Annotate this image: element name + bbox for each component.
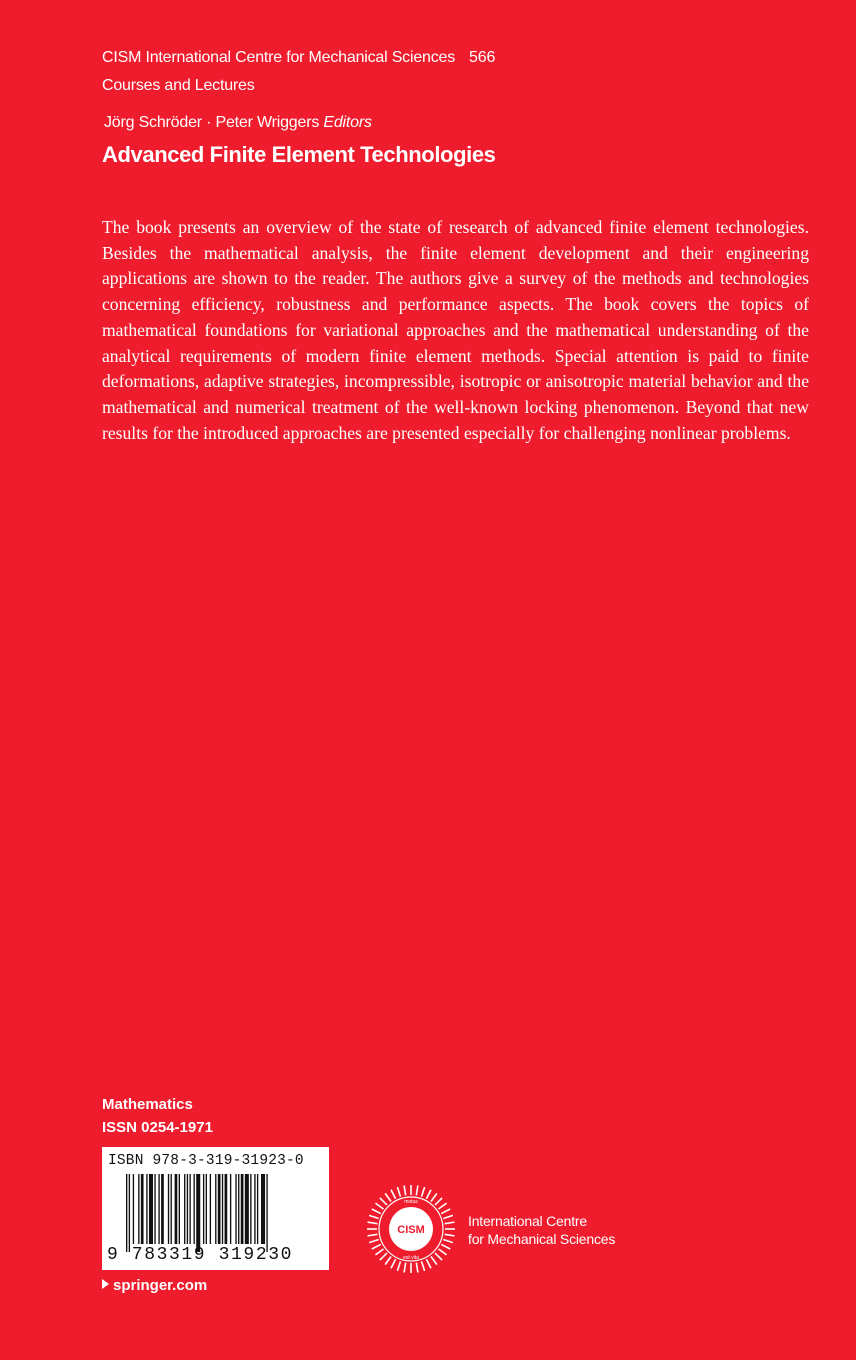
- barcode-bar: [161, 1174, 164, 1244]
- editors-line: [104, 114, 372, 132]
- barcode-bar: [250, 1174, 251, 1244]
- barcode-bar: [210, 1174, 211, 1244]
- subject-category: Mathematics: [102, 1096, 193, 1113]
- editors-role: Editors: [323, 114, 372, 131]
- barcode-bar: [189, 1174, 190, 1244]
- barcode-bar: [133, 1174, 134, 1244]
- barcode-bar: [171, 1174, 172, 1244]
- barcode-bar: [230, 1174, 231, 1244]
- barcode-bar: [238, 1174, 239, 1244]
- barcode-bar: [158, 1174, 159, 1244]
- book-description: The book presents an overview of the state of research of advanced finite element technologies. Besides the mathematical analysis, the finite element development and their engineering applications are shown to the reader. The authors give a survey of the methods and technologies concerning efficiency, robustness and performance aspects. The book covers the topics of mathematical foundations for variational approaches and the mathematical understanding of the analytical requirements of modern finite element methods. Special attention is paid to finite deformations, adaptive strategies, incompressible, isotropic or anisotropic material behavior and the mathematical and numerical treatment of the well-known locking phenomenon. Beyond that new results for the introduced approaches are presented especially for challenging nonlinear problems.: [102, 217, 809, 443]
- barcode-bar: [245, 1174, 249, 1244]
- series-name: CISM International Centre for Mechanical Sciences: [102, 49, 456, 66]
- barcode-bar: [138, 1174, 139, 1244]
- logo-line-1: International Centre: [468, 1213, 587, 1229]
- barcode-bar: [126, 1174, 127, 1252]
- barcode-bar: [218, 1174, 221, 1244]
- barcode-bar: [257, 1174, 258, 1244]
- publisher-website[interactable]: [102, 1277, 207, 1294]
- series-volume: 566: [469, 49, 496, 66]
- issn: ISSN 0254-1971: [102, 1119, 213, 1136]
- barcode-bar: [225, 1174, 228, 1244]
- barcode-bar: [141, 1174, 144, 1244]
- cism-logo-text: [468, 1212, 615, 1248]
- svg-text:motus: motus: [404, 1199, 418, 1205]
- barcode-bar: [222, 1174, 223, 1244]
- barcode-bar: [154, 1174, 155, 1244]
- barcode-bar: [175, 1174, 178, 1244]
- isbn-text: ISBN 978-3-319-31923-0: [108, 1153, 304, 1169]
- barcode-bar: [187, 1174, 188, 1244]
- isbn-barcode: [102, 1147, 329, 1270]
- barcode-bar: [235, 1174, 236, 1244]
- barcode-bar: [184, 1174, 185, 1244]
- barcode-bar: [149, 1174, 153, 1244]
- website-text: springer.com: [113, 1277, 208, 1294]
- barcode-bar: [194, 1174, 195, 1244]
- logo-line-2: for Mechanical Sciences: [468, 1231, 616, 1247]
- barcode-bar: [266, 1174, 267, 1252]
- barcode-bar: [254, 1174, 255, 1244]
- svg-text:est vita: est vita: [403, 1255, 419, 1261]
- barcode-bar: [146, 1174, 147, 1244]
- barcode-bar: [241, 1174, 244, 1244]
- cism-seal-logo: [366, 1184, 456, 1274]
- arrow-right-icon: [102, 1279, 109, 1289]
- barcode-bar: [261, 1174, 265, 1244]
- barcode-bar: [129, 1174, 130, 1252]
- barcode-bar: [179, 1174, 180, 1244]
- barcode-digits: 9 783319 319230: [107, 1245, 294, 1265]
- series-subtitle: Courses and Lectures: [102, 77, 255, 94]
- editor-names: Jörg Schröder · Peter Wriggers: [104, 114, 320, 131]
- barcode-bar: [215, 1174, 216, 1244]
- barcode-bar: [203, 1174, 204, 1244]
- barcode-bar: [206, 1174, 207, 1244]
- series-title: [102, 49, 495, 67]
- barcode-bar: [168, 1174, 169, 1244]
- svg-text:CISM: CISM: [397, 1224, 425, 1236]
- barcode-bar: [196, 1174, 200, 1252]
- book-title: Advanced Finite Element Technologies: [102, 142, 496, 167]
